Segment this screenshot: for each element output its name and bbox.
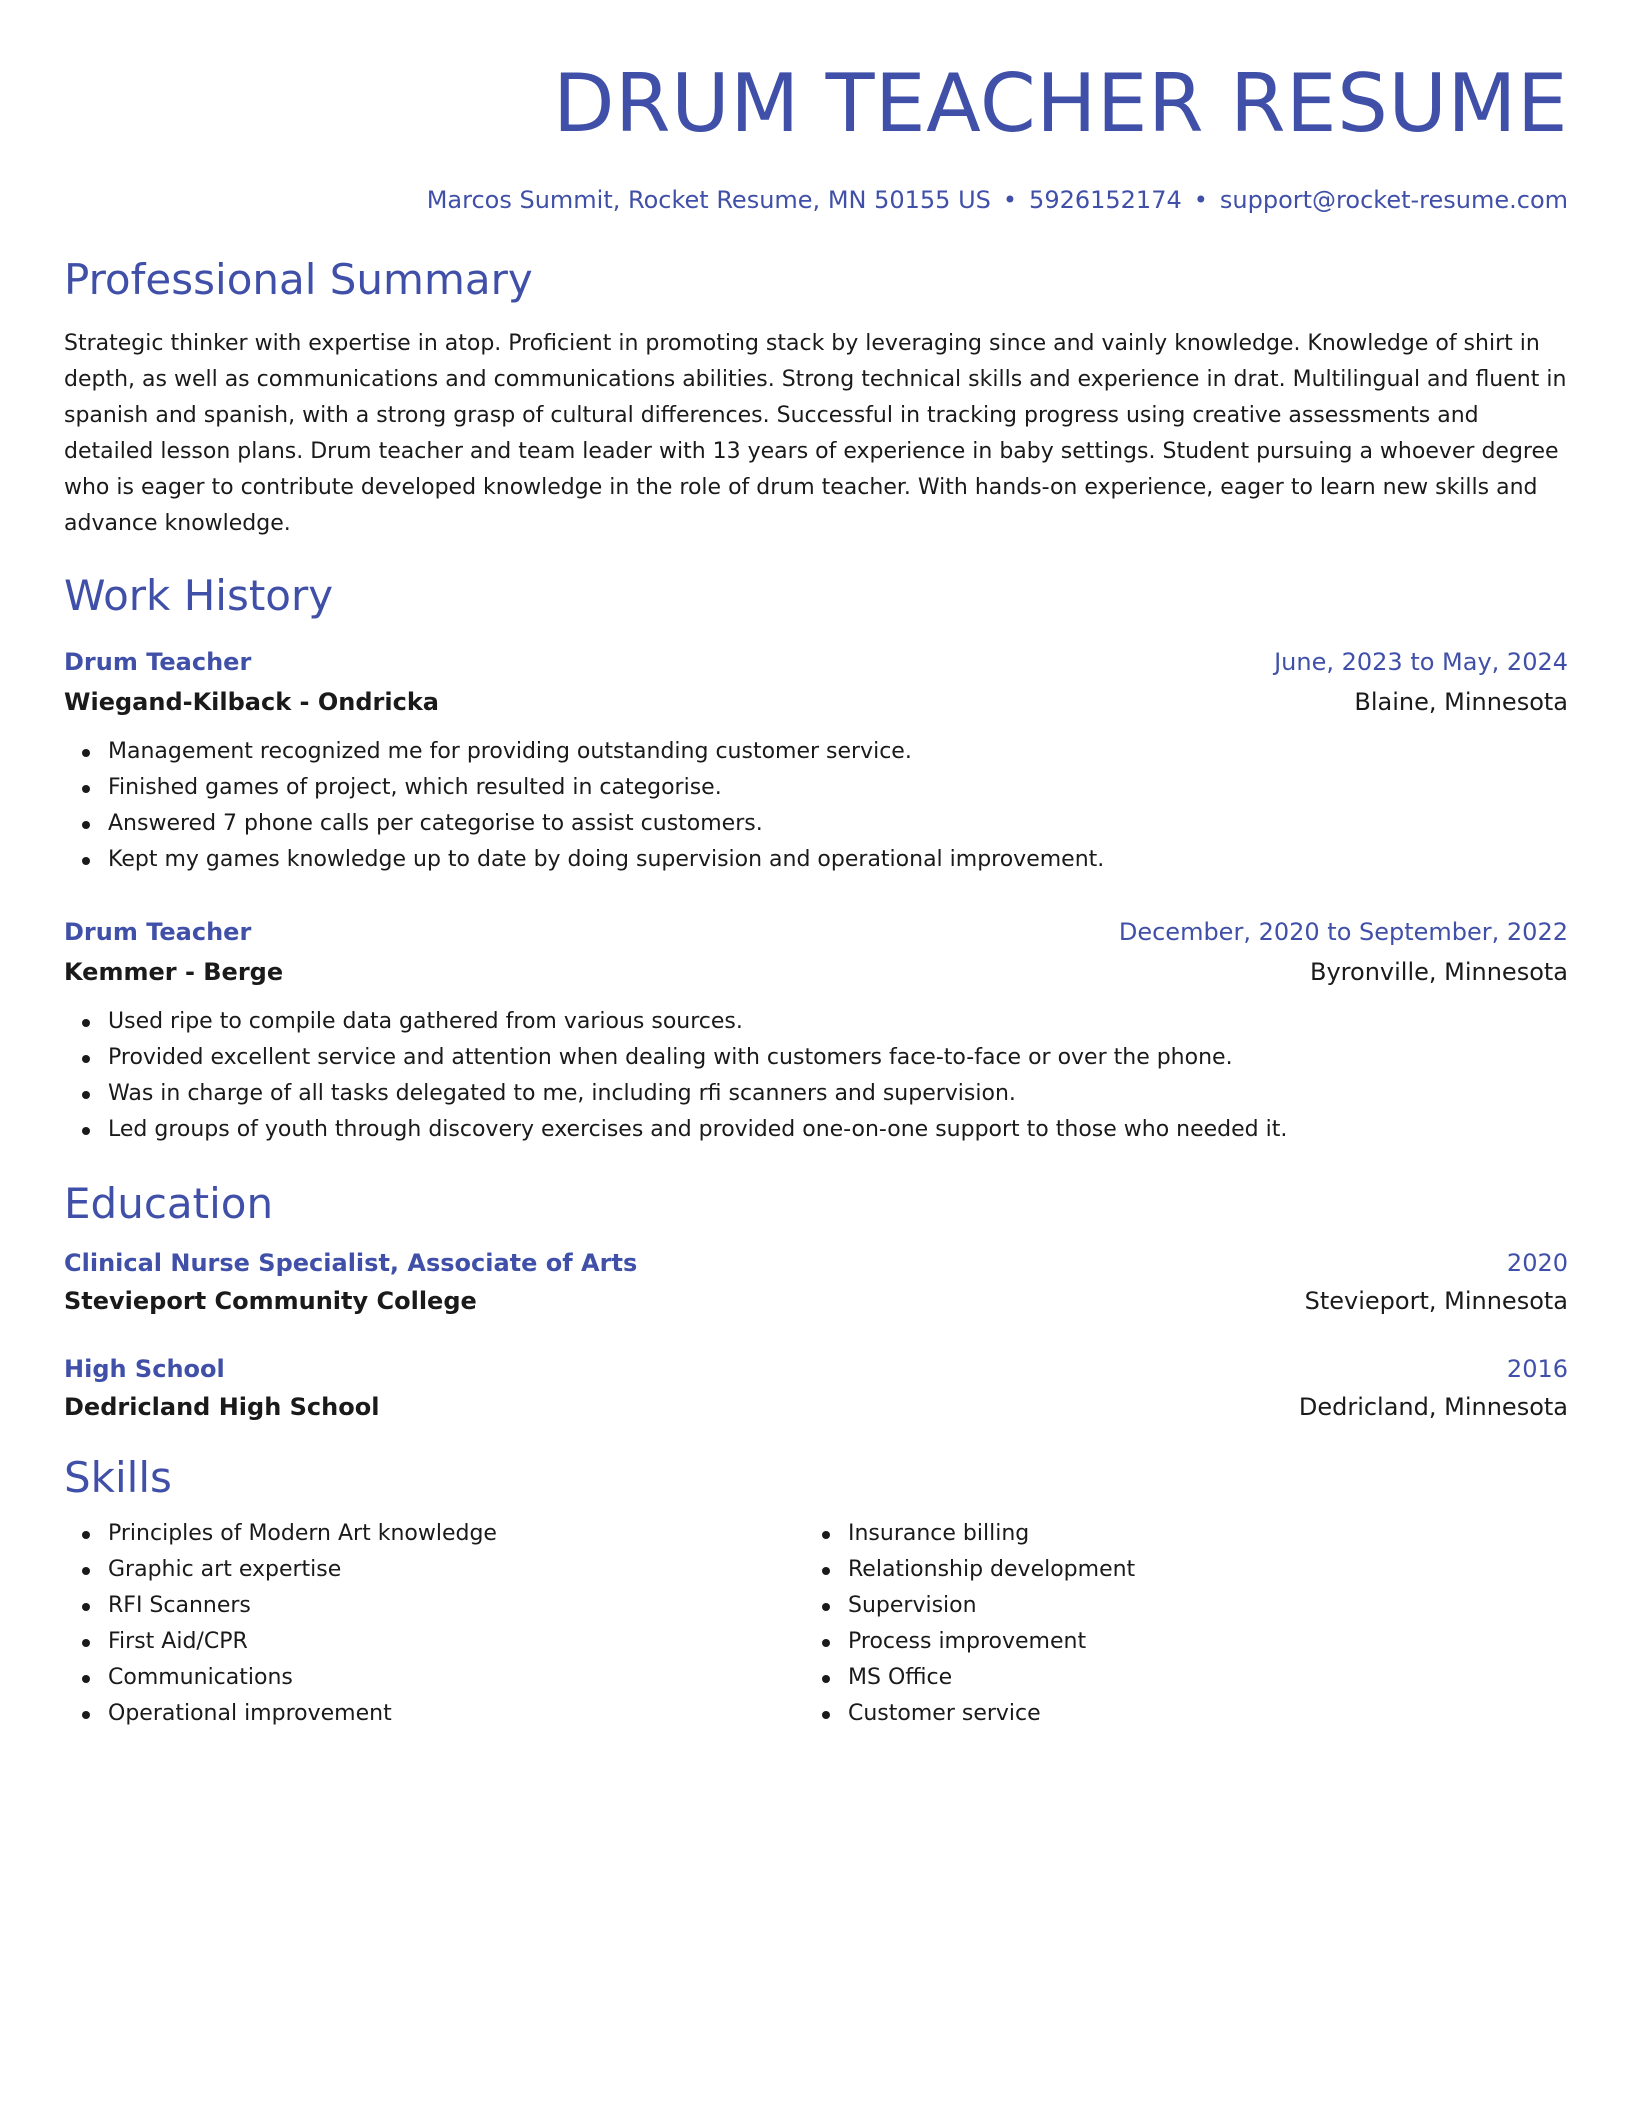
job-bullet: Finished games of project, which resulted in categorise. [108, 770, 1568, 806]
job-location: Byronville, Minnesota [1310, 958, 1568, 986]
education-location: Stevieport, Minnesota [1304, 1287, 1568, 1315]
skill-item: Operational improvement [108, 1696, 804, 1732]
contact-separator: • [1193, 186, 1208, 214]
job-bullet: Was in charge of all tasks delegated to me, including rfi scanners and supervision. [108, 1076, 1568, 1112]
contact-phone: 5926152174 [1029, 186, 1182, 214]
skill-item: MS Office [848, 1660, 1544, 1696]
skill-item: Graphic art expertise [108, 1552, 804, 1588]
job-bullet: Provided excellent service and attention when dealing with customers face-to-face or over the phone. [108, 1040, 1568, 1076]
skill-item: RFI Scanners [108, 1588, 804, 1624]
job-bullets [64, 734, 1568, 878]
job-bullet: Used ripe to compile data gathered from various sources. [108, 1004, 1568, 1040]
work-history-heading: Work History [64, 571, 334, 620]
job-location: Blaine, Minnesota [1354, 688, 1568, 716]
summary-text: Strategic thinker with expertise in atop. Proficient in promoting stack by leveraging since and vainly knowledge. Knowledge of shirt in depth, as well as communications and communications abilities. Strong technical skills and experience in drat. Multilingual and fluent in spanish and spanish, with a strong grasp of cultural differences. Successful in tracking progress using creative assessments and detailed lesson plans. Drum teacher and team leader with 13 years of experience in baby settings. Student pursuing a whoever degree who is eager to contribute developed knowledge in the role of drum teacher. With hands-on experience, eager to learn new skills and advance knowledge. [64, 331, 1567, 536]
job-employer: Kemmer - Berge [64, 958, 284, 986]
summary-heading: Professional Summary [64, 255, 533, 304]
education-year: 2016 [1506, 1355, 1568, 1383]
job-entry [64, 642, 1568, 878]
job-bullet: Kept my games knowledge up to date by doing supervision and operational improvement. [108, 842, 1568, 878]
skills-heading: Skills [64, 1453, 172, 1502]
job-dates: June, 2023 to May, 2024 [1274, 648, 1568, 676]
skill-item: Communications [108, 1660, 804, 1696]
education-location: Dedricland, Minnesota [1298, 1393, 1568, 1421]
job-entry [64, 912, 1568, 1148]
job-bullet: Led groups of youth through discovery exercises and provided one-on-one support to those who needed it. [108, 1112, 1568, 1148]
job-dates: December, 2020 to September, 2022 [1118, 918, 1568, 946]
education-school: Dedricland High School [64, 1393, 380, 1421]
education-entry [64, 1244, 1568, 1320]
education-entry [64, 1350, 1568, 1426]
skill-item: Supervision [848, 1588, 1544, 1624]
education-degree: Clinical Nurse Specialist, Associate of Arts [64, 1249, 638, 1277]
resume-title: DRUM TEACHER RESUME [552, 57, 1568, 150]
education-year: 2020 [1506, 1249, 1568, 1277]
skill-item: Principles of Modern Art knowledge [108, 1516, 804, 1552]
skill-item: Customer service [848, 1696, 1544, 1732]
skills-list [64, 1516, 804, 1732]
education-school: Stevieport Community College [64, 1287, 477, 1315]
job-employer: Wiegand-Kilback - Ondricka [64, 688, 439, 716]
contact-separator: • [1002, 186, 1018, 214]
job-title: Drum Teacher [64, 918, 252, 946]
skills-columns [64, 1516, 1568, 1732]
skill-item: Insurance billing [848, 1516, 1544, 1552]
job-bullet: Answered 7 phone calls per categorise to assist customers. [108, 806, 1568, 842]
skills-column-right [804, 1516, 1544, 1732]
job-title: Drum Teacher [64, 648, 252, 676]
contact-line [64, 184, 1568, 216]
skills-list [804, 1516, 1544, 1732]
skill-item: Relationship development [848, 1552, 1544, 1588]
job-bullet: Management recognized me for providing outstanding customer service. [108, 734, 1568, 770]
education-degree: High School [64, 1355, 225, 1383]
skill-item: Process improvement [848, 1624, 1544, 1660]
education-heading: Education [64, 1179, 274, 1228]
contact-email: support@rocket-resume.com [1219, 186, 1568, 214]
job-bullets [64, 1004, 1568, 1148]
skill-item: First Aid/CPR [108, 1624, 804, 1660]
contact-address: Marcos Summit, Rocket Resume, MN 50155 US [426, 186, 991, 214]
skills-column-left [64, 1516, 804, 1732]
